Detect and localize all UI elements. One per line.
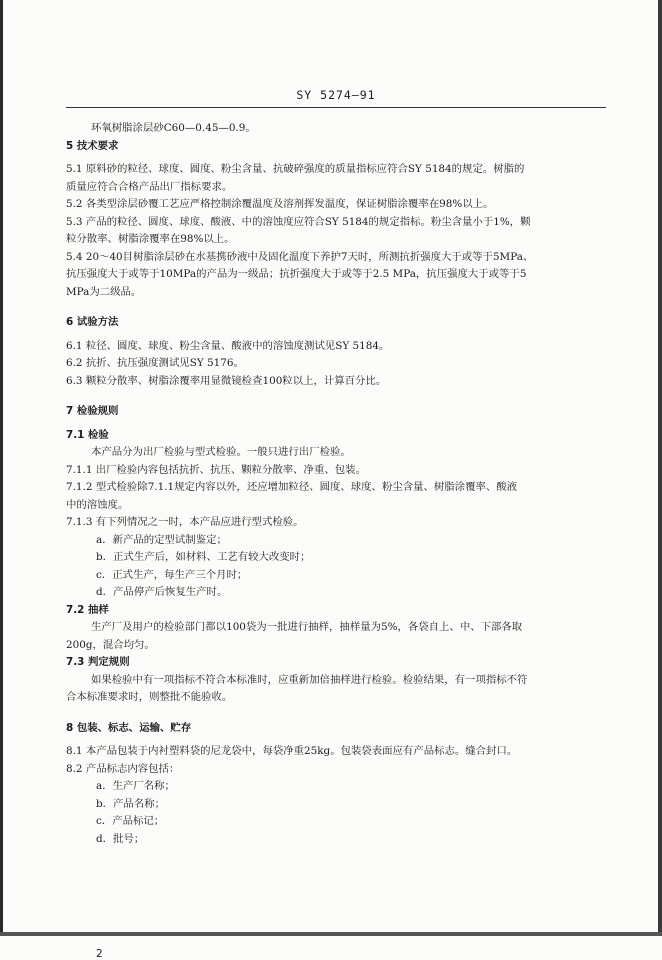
clause-7-3-text: 如果检验中有一项指标不符合本标准时，应重新加倍抽样进行检验。检验结果，有一项指标不符 [91, 673, 528, 686]
clause-8-2: 8.2 产品标志内容包括： [66, 762, 180, 775]
list-item: d．批号； [96, 832, 145, 845]
section-heading-6: 6 试验方法 [66, 316, 119, 328]
list-item: c．产品标记； [96, 815, 165, 827]
document-page [66, 88, 606, 960]
clause-6-2: 6.2 抗折、抗压强度测试见SY 5176。 [66, 357, 244, 369]
clause-7-1-3: 7.1.3 有下列情况之一时，本产品应进行型式检验。 [66, 516, 304, 528]
clause-5-2: 5.2 各类型涂层砂覆工艺应严格控制涂覆温度及溶剂挥发温度，保证树脂涂覆率在98%以上。 [66, 198, 494, 210]
subsection-heading-7-2: 7.2 抽样 [66, 603, 109, 616]
clause-8-1: 8.1 本产品包装于内衬塑料袋的尼龙袋中，每袋净重25kg。包装袋表面应有产品标志。缝合封口。 [66, 745, 518, 757]
clause-5-1-cont: 质量应符合合格产品出厂指标要求。 [66, 180, 233, 193]
clause-6-1: 6.1 粒径、圆度、球度、粉尘含量、酸液中的溶蚀度测试见SY 5184。 [66, 339, 390, 352]
clause-5-4-cont2: MPa为二级品。 [66, 285, 142, 298]
list-item: c．正式生产，每生产三个月时； [96, 568, 248, 581]
list-item: b．正式生产后，如材料、工艺有较大改变时； [96, 551, 311, 563]
list-item: b．产品名称； [96, 797, 165, 810]
clause-7-2-cont: 200g，混合均匀。 [66, 638, 155, 651]
subsection-heading-7-3: 7.3 判定规则 [66, 656, 130, 668]
clause-6-3: 6.3 颗粒分散率、树脂涂覆率用显微镜检查100粒以上，计算百分比。 [66, 374, 387, 387]
list-item: a．生产厂名称； [96, 780, 175, 792]
text-line: 环氧树脂涂层砂C60—0.45—0.9。 [91, 122, 256, 134]
section-heading-8: 8 包装、标志、运输、贮存 [66, 721, 192, 734]
section-heading-7: 7 检验规则 [66, 405, 119, 417]
page-number: 2 [96, 948, 103, 960]
scan-edge-right [658, 0, 662, 936]
clause-7-1-2-cont: 中的溶蚀度。 [66, 498, 129, 511]
list-item: d．产品停产后恢复生产时。 [96, 586, 228, 598]
clause-5-1: 5.1 原料砂的粒径、球度、圆度、粉尘含量、抗破碎强度的质量指标应符合SY 5184的规定。树脂的 [66, 163, 525, 175]
list-item: a．新产品的定型试制鉴定； [96, 533, 227, 546]
clause-5-3-cont: 粒分散率、树脂涂覆率在98%以上。 [66, 233, 235, 245]
clause-7-3-cont: 合本标准要求时，则整批不能验收。 [66, 691, 233, 703]
clause-7-1-1: 7.1.1 出厂检验内容包括抗折、抗压、颗粒分散率、净重、包装。 [66, 463, 366, 476]
scan-edge-bottom [0, 932, 662, 936]
clause-5-4-cont: 抗压强度大于或等于10MPa的产品为一级品；抗折强度大于或等于2.5 MPa，抗压强度大于或等于5 [66, 268, 527, 280]
subsection-heading-7-1: 7.1 检验 [66, 428, 109, 441]
section-heading-5: 5 技术要求 [66, 139, 119, 152]
clause-7-2-text: 生产厂及用户的检验部门都以100袋为一批进行抽样，抽样量为5%，各袋自上、中、下部各取 [91, 621, 523, 633]
clause-5-4: 5.4 20～40目树脂涂层砂在水基携砂液中及固化温度下养护7天时，所测抗折强度大于或等于5MPa、 [66, 250, 534, 263]
clause-7-1-2: 7.1.2 型式检验除7.1.1规定内容以外，还应增加粒径、圆度、球度、粉尘含量、树脂涂覆率、酸液 [66, 481, 518, 493]
scan-edge-left [0, 0, 3, 936]
clause-7-1-text: 本产品分为出厂检验与型式检验。一般只进行出厂检验。 [91, 446, 351, 458]
header-rule [66, 107, 606, 108]
document-body [66, 120, 606, 848]
page-header: SY 5274—91 [296, 88, 376, 102]
clause-5-3: 5.3 产品的粒径、圆度、球度、酸液、中的溶蚀度应符合SY 5184的规定指标。粉尘含量小于1%，颗 [66, 215, 531, 228]
